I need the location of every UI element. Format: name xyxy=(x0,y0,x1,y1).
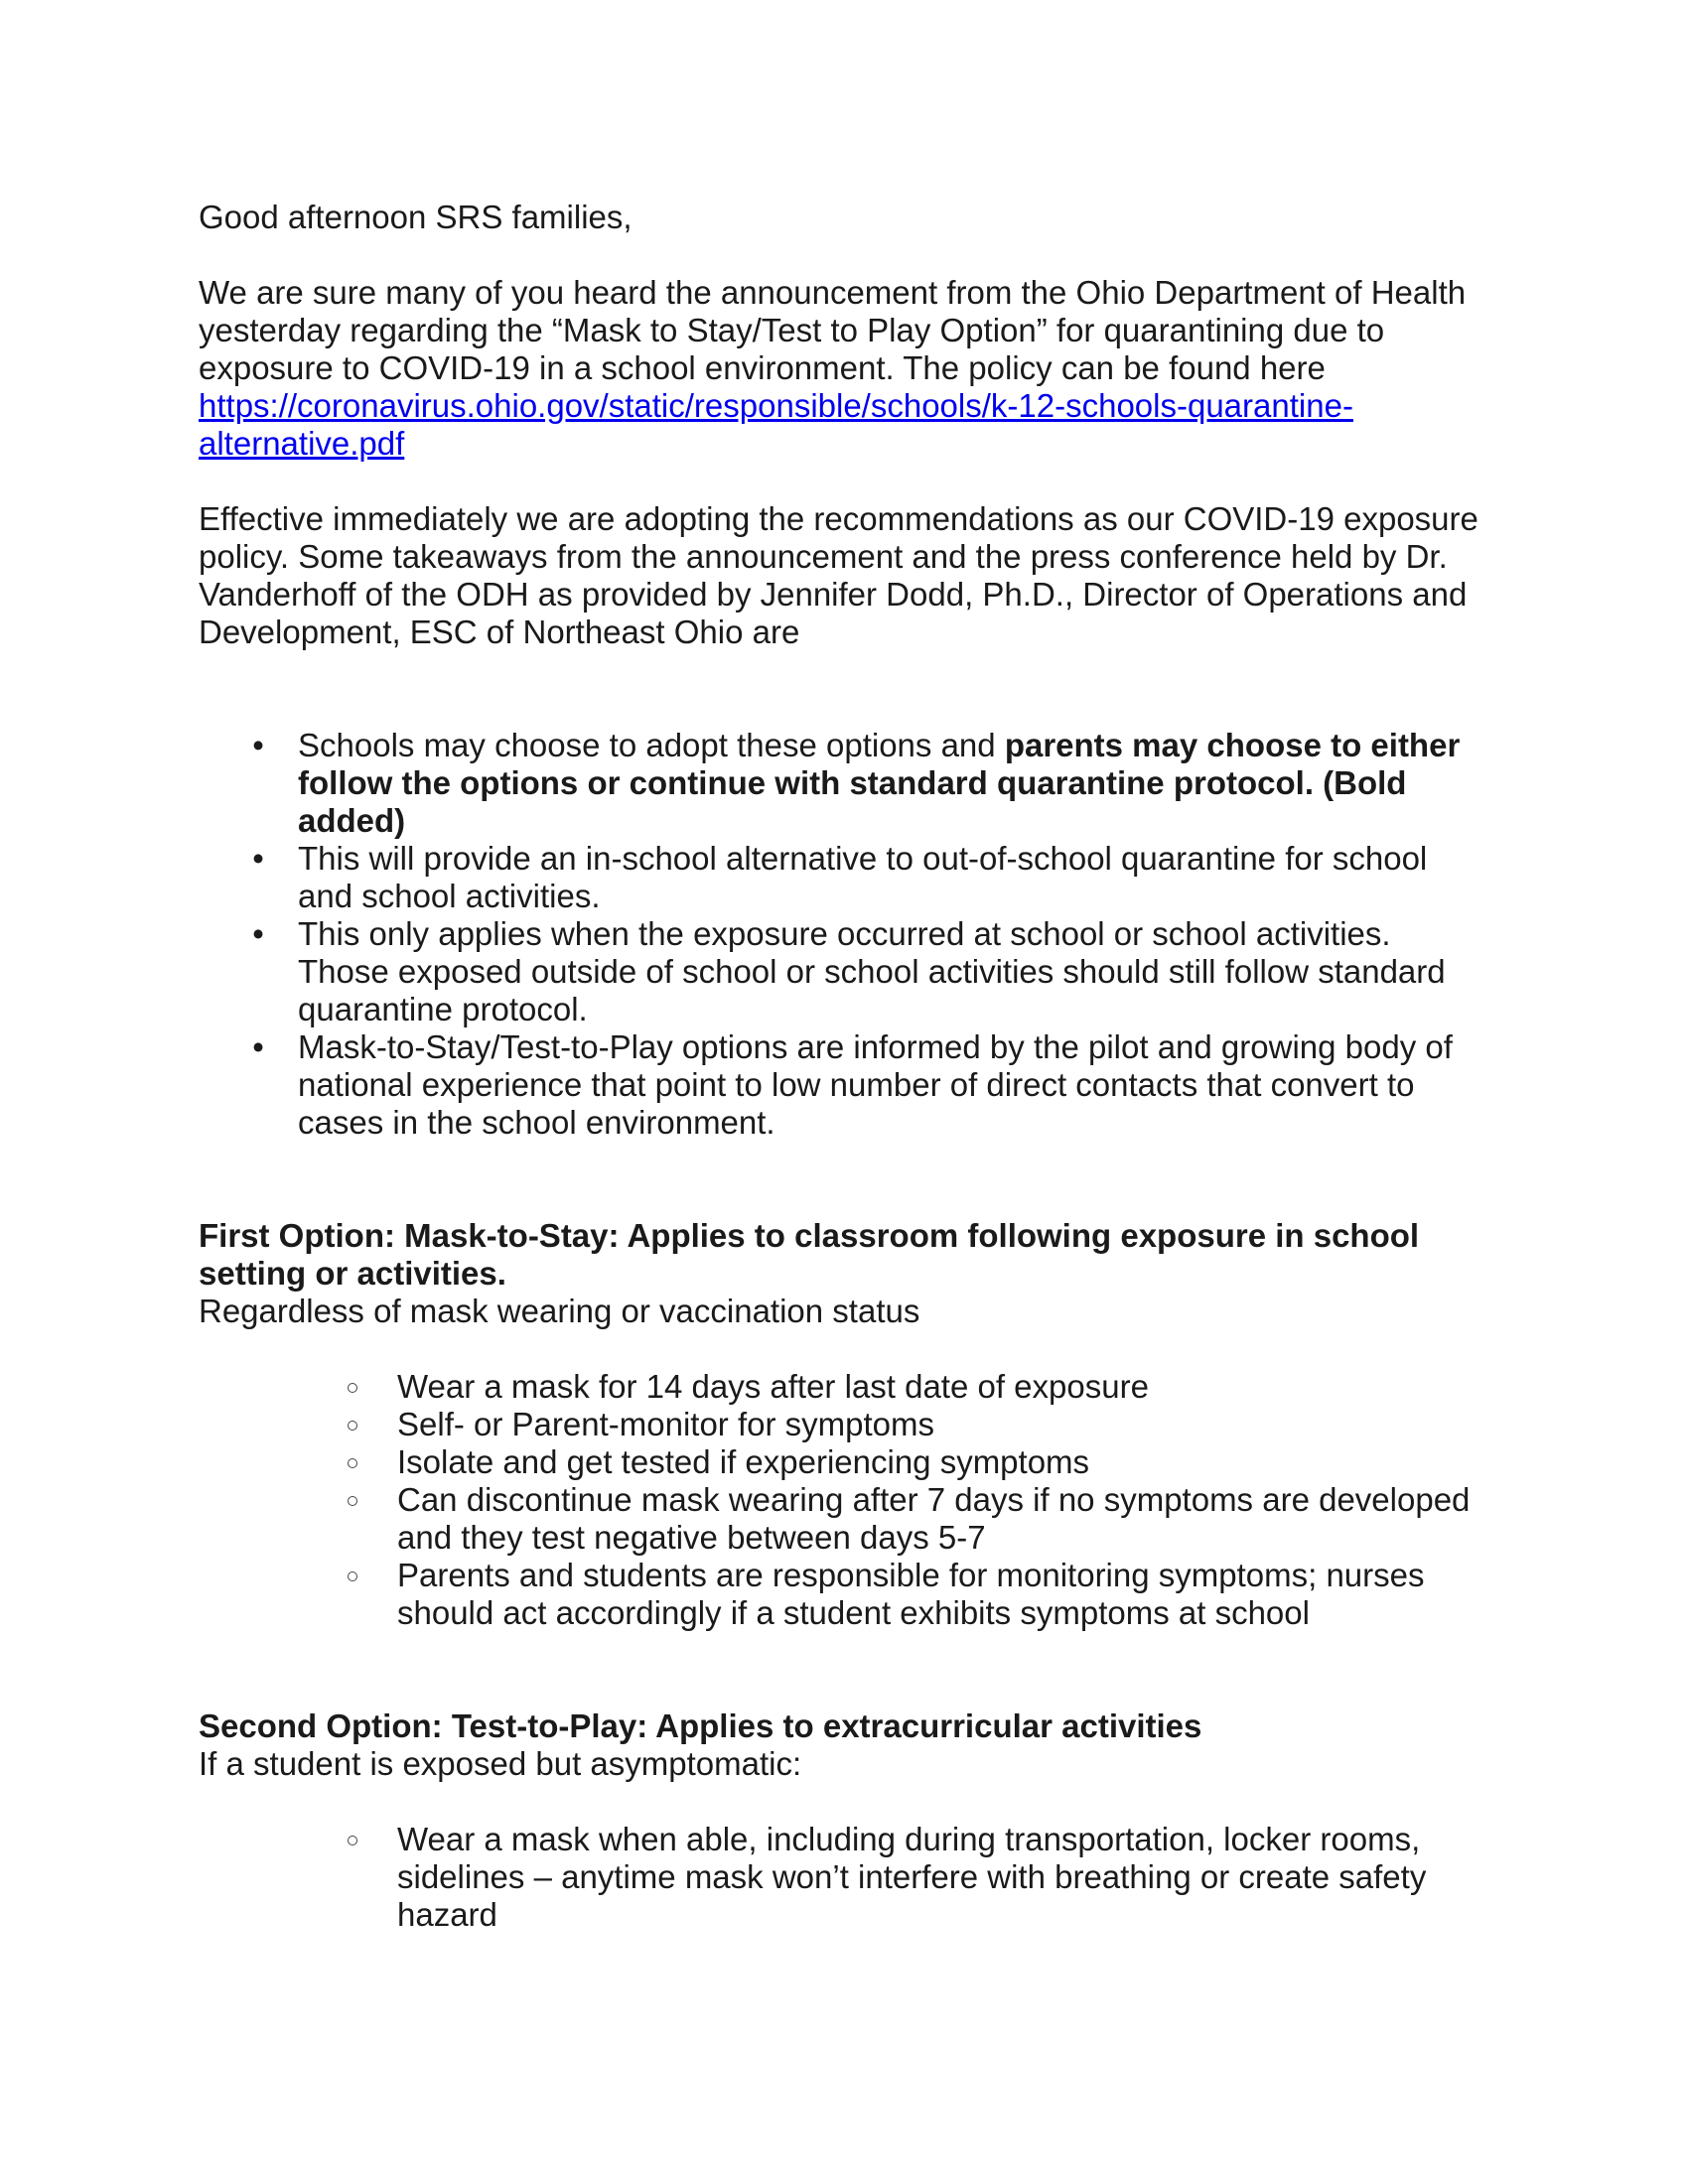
intro-paragraph xyxy=(199,274,1489,463)
list-item xyxy=(199,1368,1489,1406)
policy-link[interactable]: https://coronavirus.ohio.gov/static/responsible/schools/k-12-schools-quarantine-alternative.pdf xyxy=(199,387,1353,462)
effective-paragraph: Effective immediately we are adopting the recommendations as our COVID-19 exposure policy. Some takeaways from the announcement and the press conference held by Dr. Vanderhoff of the ODH as provided by Jennifer Dodd, Ph.D., Director of Operations and Development, ESC of Northeast Ohio are xyxy=(199,500,1478,650)
takeaway-text: This only applies when the exposure occurred at school or school activities. Those exposed outside of school or school activities should still follow standard quarantine protocol. xyxy=(298,915,1446,1027)
list-item xyxy=(199,840,1489,915)
list-item xyxy=(199,1557,1489,1632)
first-option-heading: First Option: Mask-to-Stay: Applies to classroom following exposure in school setting or activities. xyxy=(199,1217,1420,1292)
option-item-text: Self- or Parent-monitor for symptoms xyxy=(397,1406,934,1442)
circle-bullet-icon xyxy=(348,1458,357,1468)
list-item xyxy=(199,1406,1489,1443)
circle-bullet-icon xyxy=(348,1836,357,1845)
bullet-icon: • xyxy=(252,915,264,952)
circle-bullet-icon xyxy=(348,1496,357,1506)
greeting: Good afternoon SRS families, xyxy=(199,199,633,235)
bullet-icon: • xyxy=(252,840,264,877)
option-item-text: Can discontinue mask wearing after 7 days if no symptoms are developed and they test negative between days 5-7 xyxy=(397,1481,1471,1556)
takeaway-text: Mask-to-Stay/Test-to-Play options are informed by the pilot and growing body of national experience that point to low number of direct contacts that convert to cases in the school environment. xyxy=(298,1028,1453,1141)
circle-bullet-icon xyxy=(348,1421,357,1431)
takeaway-text: This will provide an in-school alternative to out-of-school quarantine for school and school activities. xyxy=(298,840,1428,914)
intro-text: We are sure many of you heard the announcement from the Ohio Department of Health yesterday regarding the “Mask to Stay/Test to Play Option” for quarantining due to exposure to COVID-19 in a school environment. The policy can be found here xyxy=(199,274,1467,386)
list-item xyxy=(199,1821,1489,1934)
list-item xyxy=(199,1443,1489,1481)
second-option-heading: Second Option: Test-to-Play: Applies to extracurricular activities xyxy=(199,1707,1202,1744)
circle-bullet-icon xyxy=(348,1383,357,1393)
takeaway-bold-text: parents may choose to either follow the options or continue with standard quarantine protocol. (Bold added) xyxy=(298,727,1461,839)
list-item xyxy=(199,727,1489,840)
letter-page xyxy=(199,199,1489,1934)
takeaway-text: Schools may choose to adopt these options and xyxy=(298,727,1005,763)
list-item xyxy=(199,1481,1489,1557)
second-option-subtext: If a student is exposed but asymptomatic: xyxy=(199,1745,802,1782)
option-item-text: Parents and students are responsible for monitoring symptoms; nurses should act accordingly if a student exhibits symptoms at school xyxy=(397,1557,1425,1631)
first-option-subtext: Regardless of mask wearing or vaccination status xyxy=(199,1293,920,1329)
option-item-text: Wear a mask when able, including during transportation, locker rooms, sidelines – anytime mask won’t interfere with breathing or create safety hazard xyxy=(397,1821,1427,1933)
list-item xyxy=(199,915,1489,1028)
takeaways-list xyxy=(199,727,1489,1142)
bullet-icon: • xyxy=(252,727,264,763)
bullet-icon: • xyxy=(252,1028,264,1065)
first-option-list xyxy=(199,1368,1489,1632)
circle-bullet-icon xyxy=(348,1571,357,1581)
option-item-text: Isolate and get tested if experiencing symptoms xyxy=(397,1443,1090,1480)
option-item-text: Wear a mask for 14 days after last date of exposure xyxy=(397,1368,1149,1405)
second-option-list xyxy=(199,1821,1489,1934)
list-item xyxy=(199,1028,1489,1142)
